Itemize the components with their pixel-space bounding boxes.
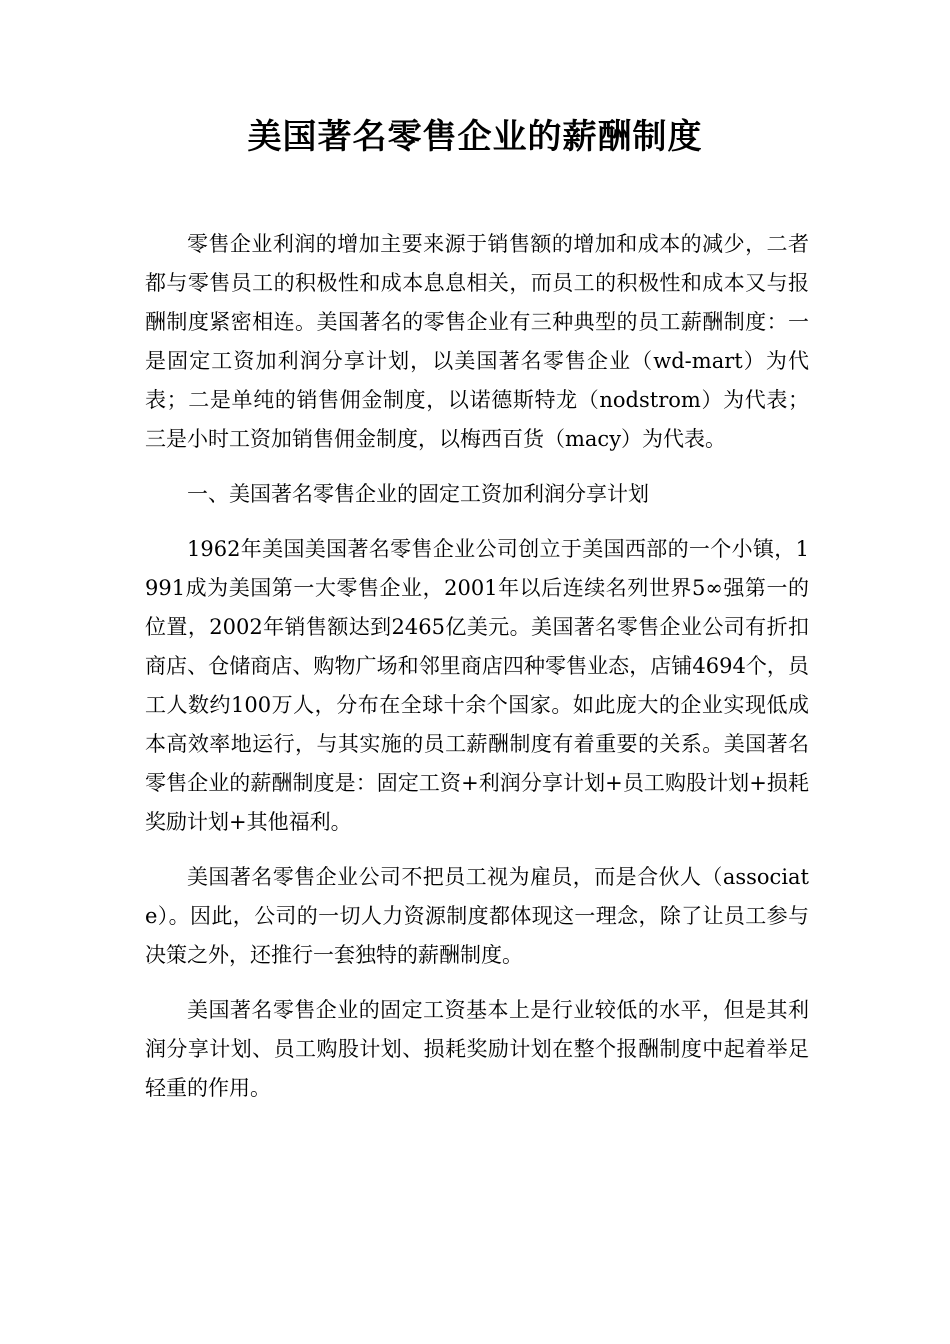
section-heading-1: 一、美国著名零售企业的固定工资加利润分享计划 (187, 482, 649, 506)
document-body (145, 225, 809, 1124)
document-title: 美国著名零售企业的薪酬制度 (247, 117, 703, 157)
paragraph-history: 1962年美国美国著名零售企业公司创立于美国西部的一个小镇，1991成为美国第一大零售企业，2001年以后连续名列世界5∞强第一的位置，2002年销售额达到2465亿美元。美国著名零售企业公司有折扣商店、仓储商店、购物广场和邻里商店四种零售业态，店铺4694个，员工人数约100万人，分布在全球十余个国家。如此庞大的企业实现低成本高效率地运行，与其实施的员工薪酬制度有着重要的关系。美国著名零售企业的薪酬制度是：固定工资+利润分享计划+员工购股计划+损耗奖励计划+其他福利。 (145, 537, 809, 834)
paragraph-associate: 美国著名零售企业公司不把员工视为雇员，而是合伙人（associate）。因此，公司的一切人力资源制度都体现这一理念，除了让员工参与决策之外，还推行一套独特的薪酬制度。 (145, 865, 809, 967)
paragraph-fixed-wage: 美国著名零售企业的固定工资基本上是行业较低的水平，但是其利润分享计划、员工购股计划、损耗奖励计划在整个报酬制度中起着举足轻重的作用。 (145, 998, 809, 1100)
paragraph-intro: 零售企业利润的增加主要来源于销售额的增加和成本的减少，二者都与零售员工的积极性和成本息息相关，而员工的积极性和成本又与报酬制度紧密相连。美国著名的零售企业有三种典型的员工薪酬制度：一是固定工资加利润分享计划，以美国著名零售企业（wd-mart）为代表；二是单纯的销售佣金制度，以诺德斯特龙（nodstrom）为代表；三是小时工资加销售佣金制度，以梅西百货（macy）为代表。 (145, 232, 809, 451)
